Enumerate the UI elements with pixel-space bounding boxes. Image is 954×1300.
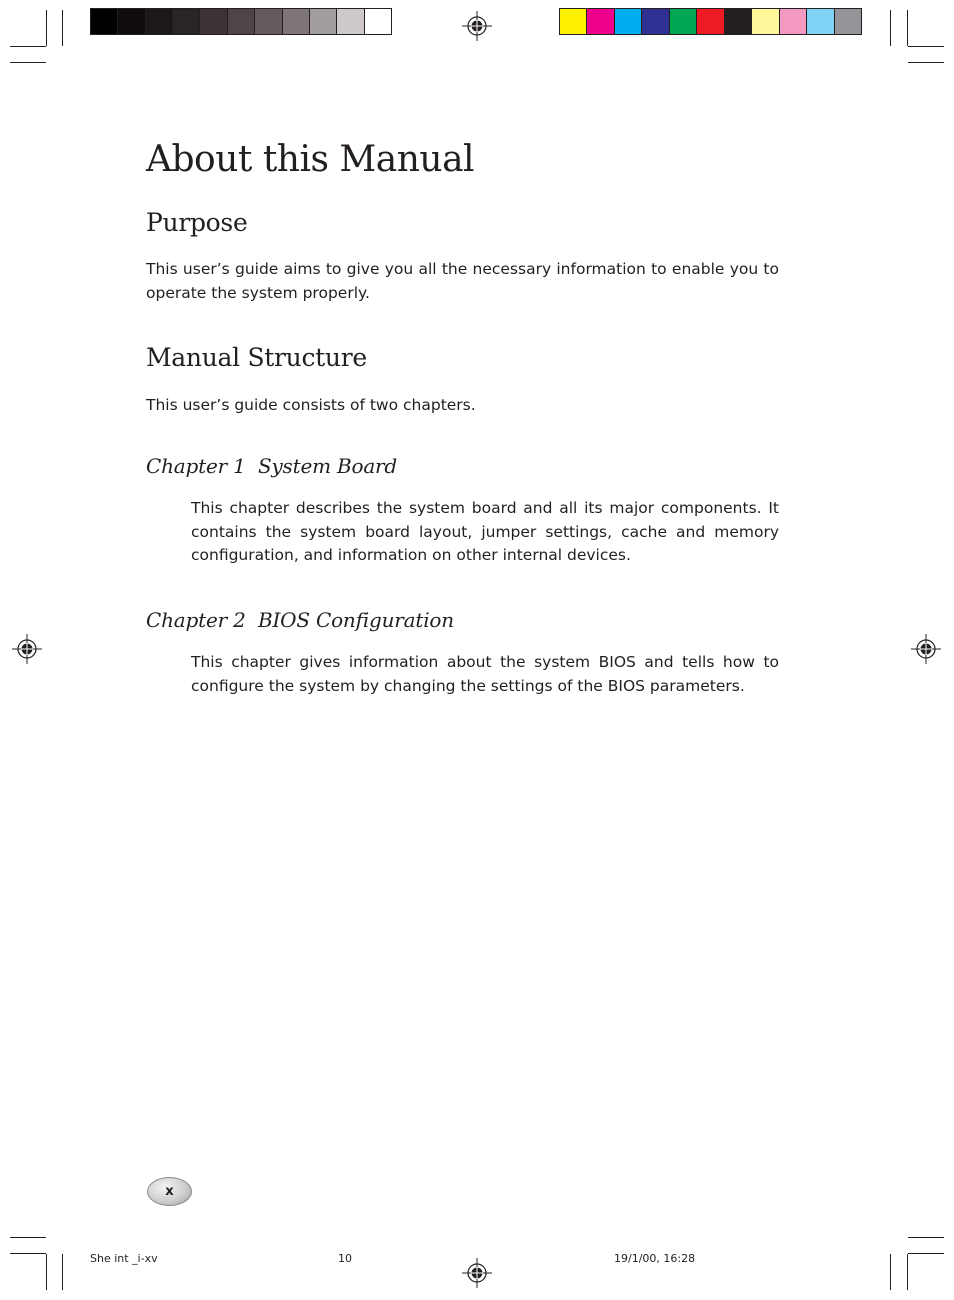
gray-swatch: [365, 9, 391, 34]
crop-mark: [908, 1253, 944, 1254]
crop-mark: [46, 10, 47, 46]
gray-swatch: [255, 9, 282, 34]
color-swatch: [780, 9, 807, 34]
page-number: x: [165, 1184, 174, 1199]
color-swatch: [642, 9, 669, 34]
crop-mark: [10, 46, 46, 47]
registration-mark-icon: [462, 1258, 492, 1288]
crop-mark: [890, 10, 891, 46]
gray-swatch: [91, 9, 118, 34]
color-swatch: [615, 9, 642, 34]
slug-file-name: She int _i-xv: [90, 1252, 158, 1265]
crop-mark: [10, 62, 46, 63]
chapter-heading-1: Chapter 1 System Board: [146, 454, 398, 478]
color-swatch: [807, 9, 834, 34]
page-title: About this Manual: [146, 139, 475, 180]
crop-mark: [10, 1237, 46, 1238]
registration-mark-icon: [911, 634, 941, 664]
color-swatch: [560, 9, 587, 34]
color-swatch: [697, 9, 724, 34]
section-heading-manual-structure: Manual Structure: [146, 343, 367, 372]
gray-swatch: [118, 9, 145, 34]
gray-swatch: [283, 9, 310, 34]
section-heading-purpose: Purpose: [146, 208, 248, 237]
crop-mark: [10, 1253, 46, 1254]
process-color-bar: [559, 8, 862, 35]
gray-swatch: [310, 9, 337, 34]
grayscale-color-bar: [90, 8, 392, 35]
color-swatch: [670, 9, 697, 34]
section-body-manual-structure: This user’s guide consists of two chapters.: [146, 396, 476, 414]
gray-swatch: [337, 9, 364, 34]
crop-mark: [908, 1237, 944, 1238]
color-swatch: [587, 9, 614, 34]
chapter-heading-2: Chapter 2 BIOS Configuration: [146, 608, 454, 632]
crop-mark: [46, 1254, 47, 1290]
section-body-purpose: This user’s guide aims to give you all the necessary information to enable you to operate the system properly.: [146, 260, 779, 302]
page-number-badge: [147, 1177, 192, 1206]
crop-mark: [908, 46, 944, 47]
crop-mark: [62, 1254, 63, 1290]
chapter-body-1: This chapter describes the system board and all its major components. It contains the system board layout, jumper settings, cache and memory configuration, and information on other internal devices.: [191, 499, 779, 564]
crop-mark: [907, 1254, 908, 1290]
gray-swatch: [173, 9, 200, 34]
slug-date: 19/1/00, 16:28: [614, 1252, 696, 1265]
chapter-body-2: This chapter gives information about the system BIOS and tells how to configure the system by changing the settings of the BIOS parameters.: [191, 653, 779, 695]
color-swatch: [835, 9, 861, 34]
crop-mark: [62, 10, 63, 46]
gray-swatch: [146, 9, 173, 34]
crop-mark: [890, 1254, 891, 1290]
crop-mark: [907, 10, 908, 46]
color-swatch: [752, 9, 779, 34]
gray-swatch: [200, 9, 227, 34]
gray-swatch: [228, 9, 255, 34]
slug-page-number: 10: [338, 1252, 352, 1265]
color-swatch: [725, 9, 752, 34]
registration-mark-icon: [12, 634, 42, 664]
registration-mark-icon: [462, 11, 492, 41]
crop-mark: [908, 62, 944, 63]
